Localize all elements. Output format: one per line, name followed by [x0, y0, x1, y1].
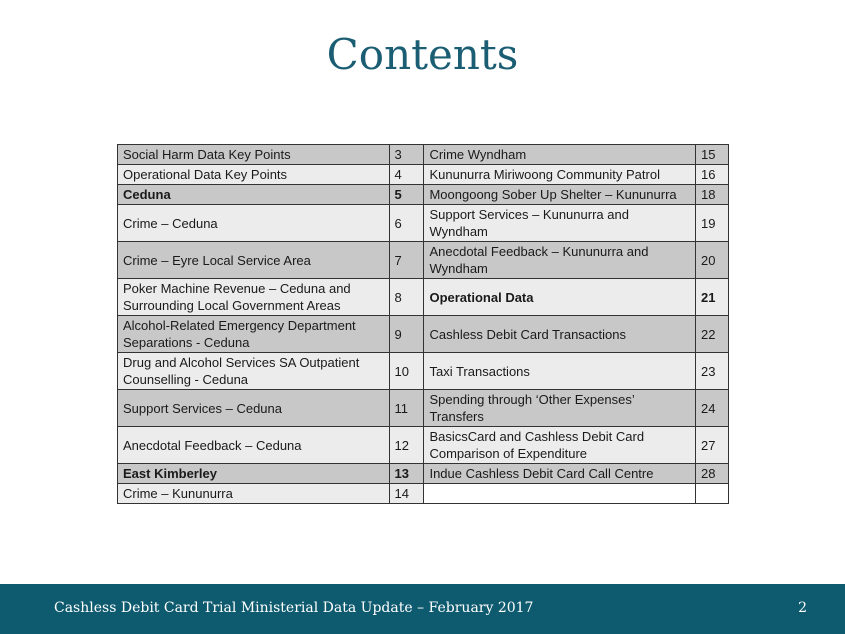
toc-entry-page: 20 [696, 242, 729, 279]
toc-empty-cell [696, 484, 729, 504]
toc-entry-label: Cashless Debit Card Transactions [424, 316, 696, 353]
toc-entry-page: 4 [389, 165, 424, 185]
toc-entry-page: 12 [389, 427, 424, 464]
contents-table [117, 144, 729, 504]
footer-bar [0, 584, 845, 634]
toc-entry-label: Crime Wyndham [424, 145, 696, 165]
toc-entry-label: Support Services – Ceduna [118, 390, 390, 427]
toc-entry-page: 11 [389, 390, 424, 427]
toc-section-page: 13 [389, 464, 424, 484]
table-row [118, 205, 729, 242]
table-row [118, 185, 729, 205]
toc-entry-page: 10 [389, 353, 424, 390]
page-number: 2 [798, 600, 807, 616]
toc-section-label: Operational Data [424, 279, 696, 316]
toc-entry-label: Drug and Alcohol Services SA Outpatient Counselling - Ceduna [118, 353, 390, 390]
toc-empty-cell [424, 484, 696, 504]
toc-entry-label: Spending through ‘Other Expenses’ Transfers [424, 390, 696, 427]
table-row [118, 353, 729, 390]
toc-entry-page: 7 [389, 242, 424, 279]
toc-entry-page: 14 [389, 484, 424, 504]
toc-entry-label: Taxi Transactions [424, 353, 696, 390]
toc-entry-label: Support Services – Kununurra and Wyndham [424, 205, 696, 242]
toc-entry-page: 6 [389, 205, 424, 242]
toc-entry-page: 23 [696, 353, 729, 390]
toc-entry-label: Moongoong Sober Up Shelter – Kununurra [424, 185, 696, 205]
toc-entry-label: Crime – Ceduna [118, 205, 390, 242]
toc-entry-page: 18 [696, 185, 729, 205]
toc-entry-label: Crime – Eyre Local Service Area [118, 242, 390, 279]
toc-entry-page: 15 [696, 145, 729, 165]
table-row [118, 242, 729, 279]
table-row [118, 316, 729, 353]
table-row [118, 390, 729, 427]
toc-entry-label: Kununurra Miriwoong Community Patrol [424, 165, 696, 185]
toc-section-page: 21 [696, 279, 729, 316]
footer-title: Cashless Debit Card Trial Ministerial Data Update – February 2017 [54, 600, 534, 616]
table-row [118, 484, 729, 504]
toc-entry-label: Poker Machine Revenue – Ceduna and Surrounding Local Government Areas [118, 279, 390, 316]
toc-entry-label: Indue Cashless Debit Card Call Centre [424, 464, 696, 484]
toc-section-label: Ceduna [118, 185, 390, 205]
toc-entry-page: 22 [696, 316, 729, 353]
toc-entry-page: 8 [389, 279, 424, 316]
toc-entry-label: Social Harm Data Key Points [118, 145, 390, 165]
toc-entry-page: 16 [696, 165, 729, 185]
toc-entry-page: 9 [389, 316, 424, 353]
toc-entry-label: BasicsCard and Cashless Debit Card Comparison of Expenditure [424, 427, 696, 464]
table-row [118, 145, 729, 165]
toc-section-page: 5 [389, 185, 424, 205]
toc-entry-page: 3 [389, 145, 424, 165]
toc-section-label: East Kimberley [118, 464, 390, 484]
table-row [118, 165, 729, 185]
table-row [118, 427, 729, 464]
toc-entry-label: Anecdotal Feedback – Ceduna [118, 427, 390, 464]
toc-entry-page: 27 [696, 427, 729, 464]
page-title: Contents [326, 30, 519, 79]
toc-entry-page: 28 [696, 464, 729, 484]
toc-entry-label: Operational Data Key Points [118, 165, 390, 185]
toc-entry-label: Crime – Kununurra [118, 484, 390, 504]
toc-entry-page: 24 [696, 390, 729, 427]
toc-entry-label: Anecdotal Feedback – Kununurra and Wyndham [424, 242, 696, 279]
toc-entry-label: Alcohol-Related Emergency Department Separations - Ceduna [118, 316, 390, 353]
table-row [118, 279, 729, 316]
toc-entry-page: 19 [696, 205, 729, 242]
table-row [118, 464, 729, 484]
